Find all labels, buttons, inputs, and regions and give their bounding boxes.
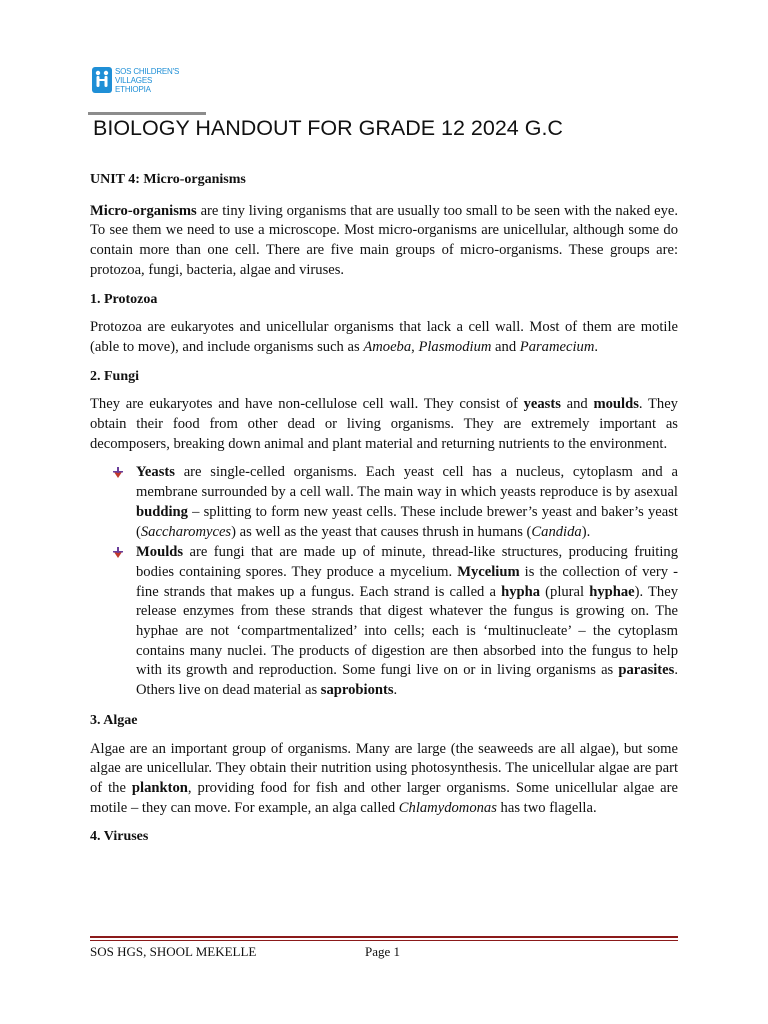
footer-rule-thick [90, 936, 678, 938]
algae-heading: 3. Algae [90, 712, 138, 728]
algae-plankton: plankton [131, 779, 188, 796]
moulds-text-3: (plural [540, 583, 590, 600]
protozoa-paragraph [90, 318, 678, 357]
protozoa-text-3: and [491, 338, 520, 355]
moulds-term: Moulds [136, 544, 184, 561]
logo-divider [88, 112, 206, 115]
unit-heading: UNIT 4: Micro-organisms [90, 172, 246, 187]
algae-paragraph [90, 740, 678, 819]
yeasts-candida: Candida [531, 523, 582, 540]
logo-line-2: VILLAGES [115, 75, 153, 85]
fungi-paragraph [90, 395, 678, 454]
protozoa-amoeba: Amoeba [363, 338, 412, 355]
list-item-yeasts [90, 463, 678, 542]
algae-text-3: has two flagella. [496, 799, 597, 816]
moulds-text-5: . Others live on dead material as [136, 662, 678, 699]
footer-rule-thin [90, 940, 678, 941]
list-item-moulds [90, 543, 678, 701]
page-title: BIOLOGY HANDOUT FOR GRADE 12 2024 G.C [93, 116, 563, 140]
sos-children-icon [92, 67, 112, 93]
footer-school: SOS HGS, SHOOL MEKELLE [90, 944, 257, 959]
fungi-text-2: and [560, 396, 594, 413]
yeasts-text-1: are single-celled organisms. Each yeast cell has a nucleus, cytoplasm and a membrane surrounded by a cell wall. The main way in which yeasts reproduce is by asexual [136, 464, 678, 501]
intro-text: are tiny living organisms that are usually too small to be seen with the naked eye. To see them we need to use a microscope. Most micro-organisms are unicellular, although some do contain more than one cell. There are five main groups of micro-organisms. These groups are: protozoa, fungi, bacteria, algae and viruses. [90, 202, 678, 278]
fungi-text-1: They are eukaryotes and have non-cellulose cell wall. They consist of [90, 396, 524, 413]
moulds-text-1: are fungi that are made up of minute, thread-like structures, producing fruiting bodies containing spores. They produce a mycelium. [136, 544, 678, 580]
fungi-heading: 2. Fungi [90, 368, 140, 384]
yeasts-budding: budding [136, 503, 188, 520]
moulds-parasites: parasites [618, 662, 675, 679]
arrow-bullet-icon [112, 467, 124, 479]
yeasts-text-3: ) as well as the yeast that causes thrush in humans ( [231, 523, 532, 540]
intro-term: Micro-organisms [90, 202, 197, 219]
protozoa-paramecium: Paramecium [519, 338, 595, 355]
moulds-hyphae: hyphae [589, 583, 635, 600]
moulds-text-2: is the collection of very -fine strands that makes up a fungus. Each strand is called a [136, 563, 678, 600]
sos-logo [92, 58, 192, 102]
algae-text-1: Algae are an important group of organisms. Many are large (the seaweeds are all algae), but some algae are unicellular. They obtain their nutrition using photosynthesis. The unicellular algae are part of the [90, 740, 678, 796]
fungi-bullet-list [90, 463, 678, 700]
yeasts-text-4: ). [581, 523, 591, 540]
moulds-text-4: ). They release enzymes from these strands that digest whatever the fungus is growing on. The hyphae are not ‘compartmentalized’ into cells; each is ‘multinucleate’ – the cytoplasm contains many nuclei. The products of digestion are then absorbed into the fungus to help with its growth and reproduction. Some fungi live on or in living organisms as [136, 583, 679, 679]
protozoa-plasmodium: Plasmodium [418, 338, 492, 355]
fungi-moulds: moulds [593, 396, 639, 413]
footer-page-number: Page 1 [365, 944, 401, 959]
yeasts-saccharomyces: Saccharomyces [140, 523, 232, 540]
yeasts-term: Yeasts [136, 464, 175, 481]
algae-text-2: , providing food for fish and other larger organisms. Some unicellular algae are motile – they can move. For example, an alga called [90, 779, 678, 816]
moulds-mycelium: Mycelium [457, 563, 520, 580]
algae-chlamydomonas: Chlamydomonas [398, 799, 497, 816]
moulds-text-6: . [393, 682, 398, 699]
arrow-bullet-icon [112, 547, 124, 559]
moulds-hypha: hypha [501, 583, 541, 600]
protozoa-text-4: . [594, 338, 599, 355]
fungi-text-3: . They obtain their food from other dead or living organisms. They are extremely important as decomposers, breaking down animal and plant material and returning nutrients to the environment. [90, 396, 678, 452]
logo-text [115, 67, 179, 94]
protozoa-text-1: Protozoa are eukaryotes and unicellular organisms that lack a cell wall. Most of them are motile (able to move), and include organisms such as [90, 319, 678, 355]
protozoa-text-2: , [411, 338, 419, 355]
intro-paragraph [90, 202, 678, 281]
document-body [90, 170, 678, 856]
moulds-saprobionts: saprobionts [320, 682, 394, 699]
fungi-yeasts: yeasts [523, 396, 561, 413]
logo-line-3: ETHIOPIA [115, 84, 151, 94]
protozoa-heading: 1. Protozoa [90, 291, 158, 307]
logo-line-1: SOS CHILDREN'S [115, 66, 180, 76]
yeasts-text-2: – splitting to form new yeast cells. These include brewer’s yeast and baker’s yeast ( [136, 503, 678, 540]
viruses-heading: 4. Viruses [90, 829, 149, 845]
